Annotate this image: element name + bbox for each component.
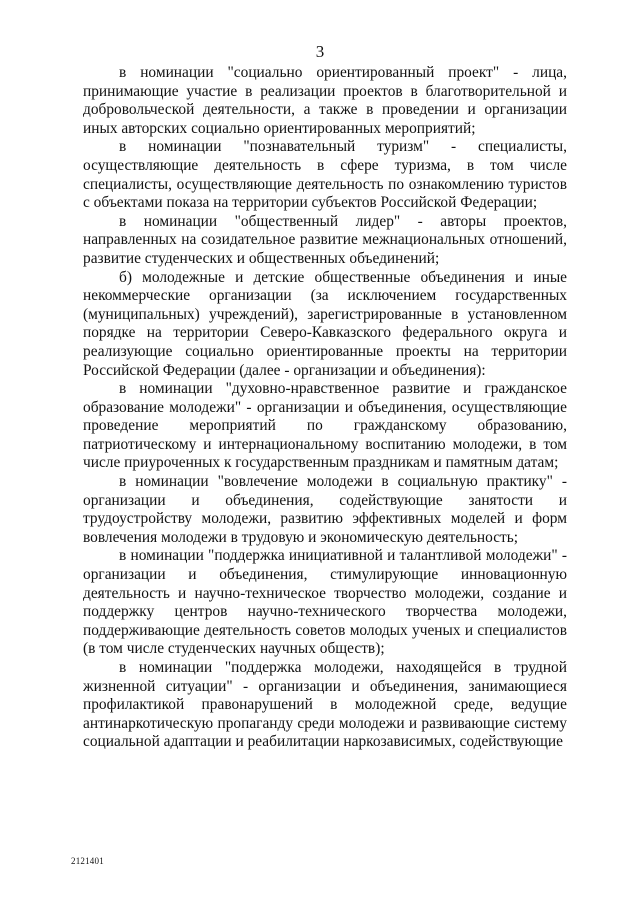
document-code: 2121401 (71, 856, 104, 866)
document-body (83, 64, 567, 752)
paragraph-item-b-organizations: б) молодежные и детские общественные объединения и иные некоммерческие организации (за исключением государственных (муниципальных) учреждений), зарегистрированные в установленном порядке на территории Северо-Кавказского федерального округа и реализующие социально ориентированные проекты на территории Российской Федерации (далее - организации и объединения): (83, 268, 567, 379)
page-number: 3 (315, 42, 325, 61)
paragraph-nomination-tourism: в номинации "познавательный туризм" - специалисты, осуществляющие деятельность в сфере туризма, в том числе специалисты, осуществляющие деятельность по ознакомлению туристов с объектами показа на территории субъектов Российской Федерации; (83, 138, 567, 212)
paragraph-nomination-social-practice: в номинации "вовлечение молодежи в социальную практику" - организации и объединения, содействующие занятости и трудоустройству молодежи, развитию эффективных моделей и форм вовлечения молодежи в трудовую и экономическую деятельность; (83, 473, 567, 546)
paragraph-nomination-social-project: в номинации "социально ориентированный проект" - лица, принимающие участие в реализации проектов в благотворительной и добровольческой деятельности, а также в проведении и организации иных авторских социально ориентированных мероприятий; (83, 64, 567, 137)
paragraph-nomination-civic-education: в номинации "духовно-нравственное развитие и гражданское образование молодежи" - организации и объединения, осуществляющие проведение мероприятий по гражданскому образованию, патриотическому и интернациональному воспитанию молодежи, в том числе приуроченных к государственным праздникам и памятным датам; (83, 380, 567, 472)
paragraph-nomination-difficult-situation: в номинации "поддержка молодежи, находящейся в трудной жизненной ситуации" - организации и объединения, занимающиеся профилактикой правонарушений в молодежной среде, ведущие антинаркотическую пропаганду среди молодежи и развивающие систему социальной адаптации и реабилитации наркозависимых, содействующие (83, 659, 567, 751)
paragraph-nomination-talented-youth: в номинации "поддержка инициативной и талантливой молодежи" - организации и объединения, стимулирующие инновационную деятельность и научно-техническое творчество молодежи, создание и поддержку центров научно-технического творчества молодежи, поддерживающие деятельность советов молодых ученых и специалистов (в том числе студенческих научных обществ); (83, 547, 567, 658)
paragraph-nomination-public-leader: в номинации "общественный лидер" - авторы проектов, направленных на созидательное развитие межнациональных отношений, развитие студенческих и общественных объединений; (83, 212, 567, 267)
